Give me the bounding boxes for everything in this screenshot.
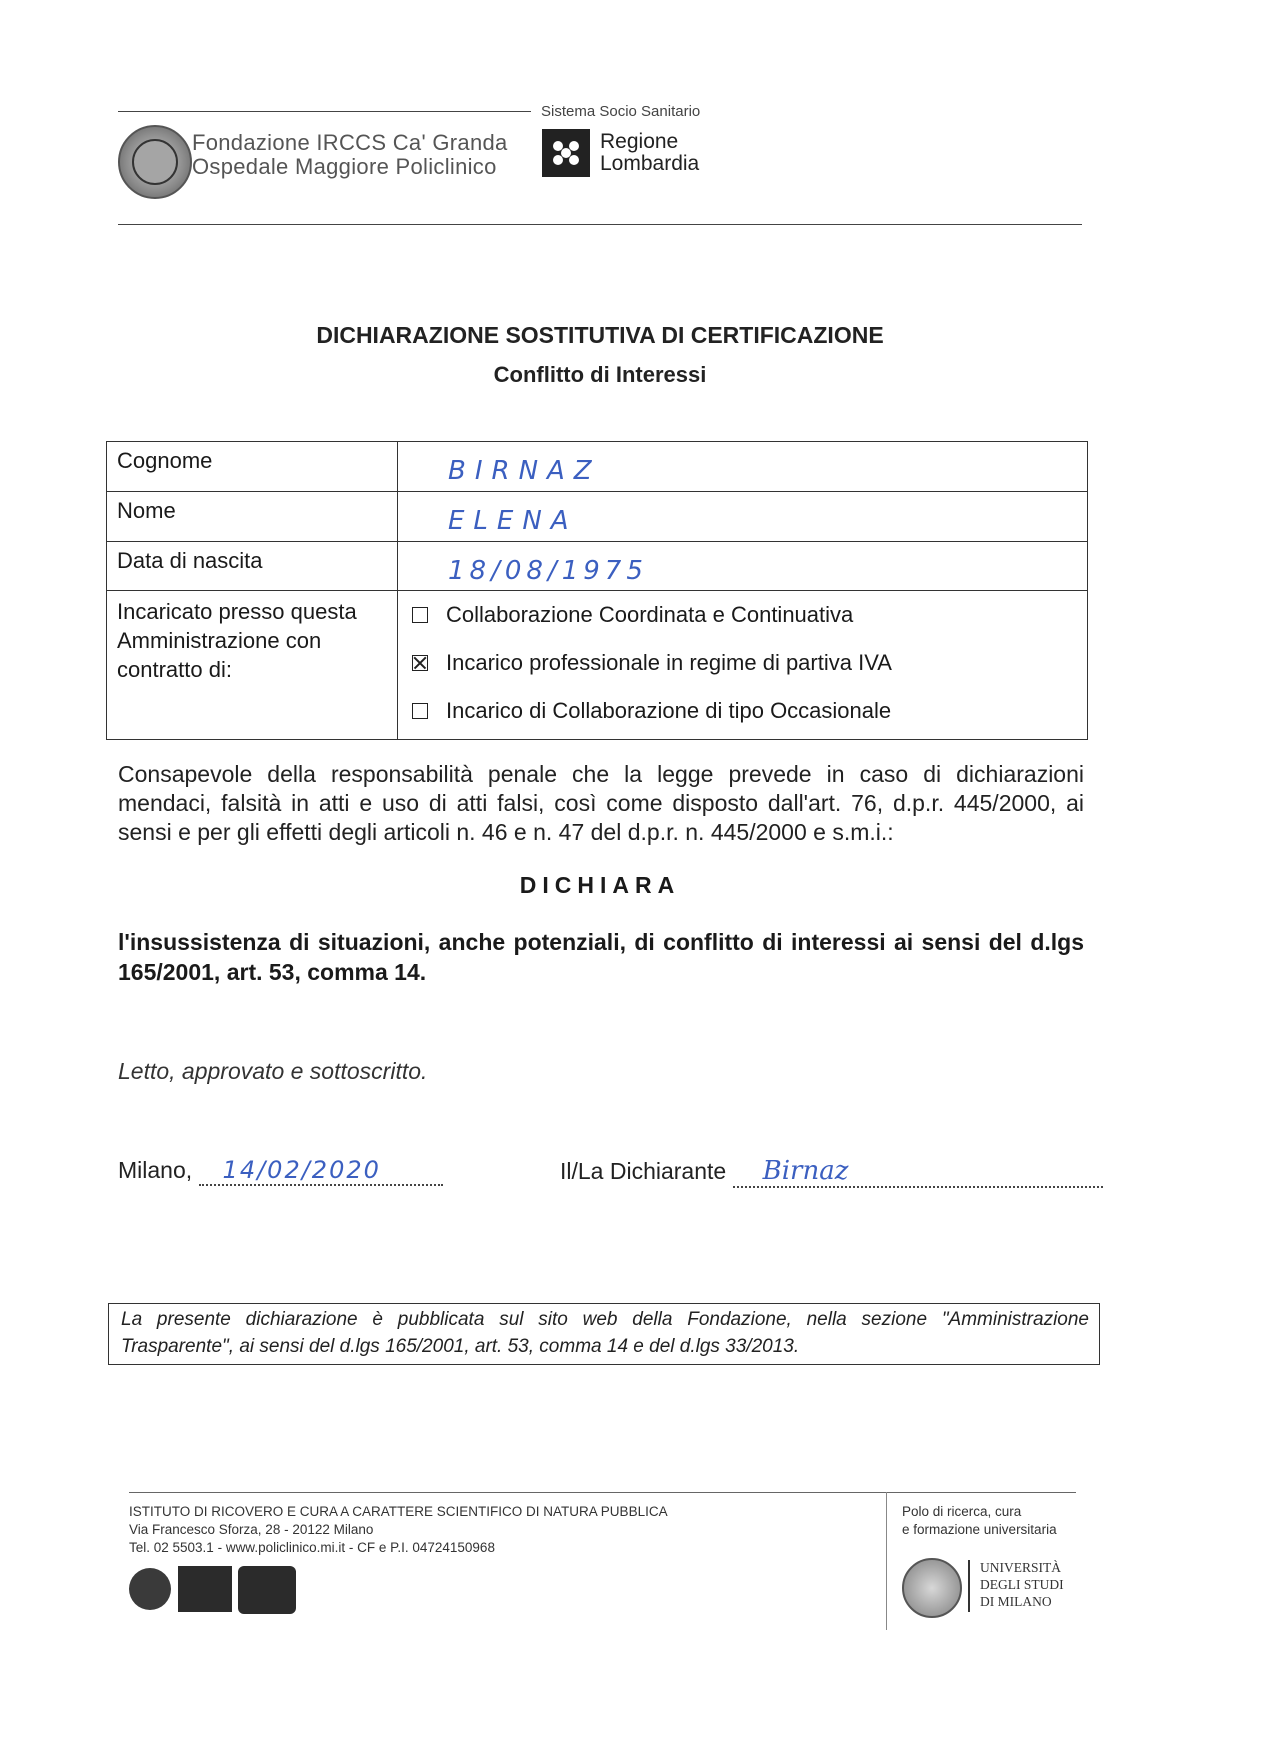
foundation-name — [192, 131, 508, 179]
checkbox-cococo[interactable] — [412, 607, 428, 623]
accredia-badge-icon — [129, 1568, 171, 1610]
personal-data-table — [106, 441, 1088, 740]
declarant-label: Il/La Dichiarante — [560, 1158, 727, 1184]
surname-value: BIRNAZ — [448, 456, 601, 486]
birth-date-field[interactable] — [398, 542, 1088, 591]
university-line1: UNIVERSITÀ — [980, 1560, 1061, 1575]
institute-info — [129, 1503, 668, 1557]
name-label: Nome — [107, 492, 398, 542]
university-name — [980, 1559, 1064, 1610]
option-cococo-label: Collaborazione Coordinata e Continuativa — [446, 602, 854, 627]
foundation-name-line2: Ospedale Maggiore Policlinico — [192, 154, 497, 179]
birth-date-value: 18/08/1975 — [448, 556, 648, 586]
option-occasionale-label: Incarico di Collaborazione di tipo Occasionale — [446, 698, 892, 723]
foundation-seal-logo — [118, 125, 192, 199]
system-label: Sistema Socio Sanitario — [541, 103, 701, 120]
university-line2: DEGLI STUDI — [980, 1577, 1064, 1592]
birth-date-label: Data di nascita — [107, 542, 398, 591]
declaration-text: l'insussistenza di situazioni, anche potenziali, di conflitto di interessi ai sensi del d.lgs 165/2001, art. 53, comma 14. — [118, 929, 1084, 985]
bureau-veritas-badge-icon — [178, 1566, 232, 1612]
handwritten-signature: Birnaz — [762, 1156, 849, 1186]
pole-line1: Polo di ricerca, cura — [902, 1504, 1022, 1519]
option-cococo[interactable] — [398, 591, 1087, 639]
footer-rule-right — [886, 1492, 1076, 1493]
footer-rule-left — [129, 1492, 886, 1493]
region-name-line2: Lombardia — [600, 152, 700, 175]
document-subtitle: Conflitto di Interessi — [493, 362, 707, 387]
pole-line2: e formazione universitaria — [902, 1522, 1057, 1537]
dichiara-heading: DICHIARA — [519, 872, 681, 898]
option-occasionale[interactable] — [398, 687, 1087, 735]
certification-seal-icon — [238, 1566, 296, 1614]
name-field[interactable] — [398, 492, 1088, 542]
surname-field[interactable] — [398, 442, 1088, 492]
header-bottom-rule — [118, 224, 1082, 225]
checkbox-partita-iva[interactable] — [412, 655, 428, 671]
option-partita-iva[interactable] — [398, 639, 1087, 687]
regione-lombardia-logo — [542, 129, 590, 177]
date-value: 14/02/2020 — [222, 1156, 381, 1184]
declarant-line — [560, 1156, 1103, 1188]
option-partita-iva-label: Incarico professionale in regime di partiva IVA — [446, 650, 892, 675]
name-value: ELENA — [448, 506, 578, 536]
region-name — [600, 131, 699, 175]
date-field[interactable] — [199, 1156, 443, 1186]
foundation-name-line1: Fondazione IRCCS Ca' Granda — [192, 130, 508, 155]
approval-text: Letto, approvato e sottoscritto. — [118, 1058, 428, 1084]
contract-label: Incaricato presso questa Amministrazione con contratto di: — [107, 591, 398, 740]
institute-line2: Via Francesco Sforza, 28 - 20122 Milano — [129, 1522, 374, 1537]
place-date-line — [118, 1156, 443, 1186]
university-seal-logo — [902, 1558, 962, 1618]
institute-line3: Tel. 02 5503.1 - www.policlinico.mi.it - CF e P.I. 04724150968 — [129, 1540, 495, 1555]
university-line3: DI MILANO — [980, 1594, 1052, 1609]
checkbox-occasionale[interactable] — [412, 703, 428, 719]
contract-options — [398, 591, 1088, 740]
surname-label: Cognome — [107, 442, 398, 492]
university-logo-divider — [968, 1560, 970, 1612]
publication-note: La presente dichiarazione è pubblicata sul sito web della Fondazione, nella sezione "Amministrazione Trasparente", ai sensi del d.lgs 165/2001, art. 53, comma 14 e del d.lgs 33/2013. — [108, 1303, 1100, 1365]
region-name-line1: Regione — [600, 130, 679, 153]
place-label: Milano, — [118, 1157, 193, 1183]
university-pole-info — [902, 1503, 1057, 1539]
document-title: DICHIARAZIONE SOSTITUTIVA DI CERTIFICAZIONE — [316, 322, 884, 348]
institute-line1: ISTITUTO DI RICOVERO E CURA A CARATTERE SCIENTIFICO DI NATURA PUBBLICA — [129, 1504, 668, 1519]
footer-separator — [886, 1492, 887, 1630]
header-top-rule — [118, 111, 531, 112]
signature-field[interactable] — [733, 1156, 1103, 1188]
consapevole-paragraph: Consapevole della responsabilità penale che la legge prevede in caso di dichiarazioni mendaci, falsità in atti e uso di atti falsi, così come disposto dall'art. 76, d.p.r. 445/2000, ai sensi e per gli effetti degli articoli n. 46 e n. 47 del d.p.r. n. 445/2000 e s.m.i.: — [118, 761, 1084, 845]
